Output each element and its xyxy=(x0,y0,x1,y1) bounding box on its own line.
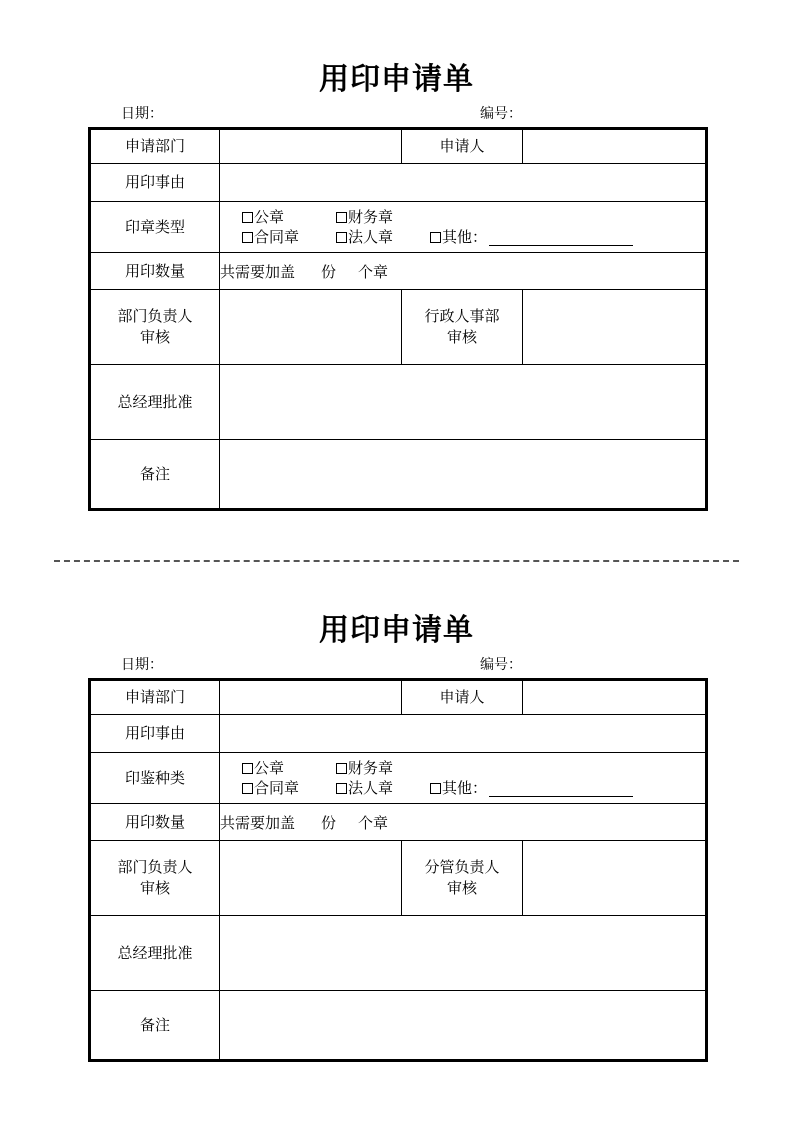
department-label: 申请部门 xyxy=(90,680,220,715)
checkbox-icon[interactable] xyxy=(336,212,347,223)
seal-option-other[interactable] xyxy=(430,778,633,798)
gm-approval-label: 总经理批准 xyxy=(90,365,220,440)
quantity-row xyxy=(90,253,707,290)
reason-label: 用印事由 xyxy=(90,164,220,202)
remarks-label: 备注 xyxy=(90,440,220,510)
application-table xyxy=(88,678,708,1062)
department-field[interactable] xyxy=(220,680,402,715)
dept-head-label-line1: 部门负责人 xyxy=(117,858,193,876)
dept-head-review-field[interactable] xyxy=(220,841,402,916)
quantity-seals-unit: 个章 xyxy=(358,262,389,281)
dept-head-review-field[interactable] xyxy=(220,290,402,365)
gm-approval-row xyxy=(90,916,707,991)
seal-option-label: 公章 xyxy=(254,208,285,226)
application-table xyxy=(88,127,708,511)
applicant-label: 申请人 xyxy=(402,129,523,164)
checkbox-icon[interactable] xyxy=(430,232,441,243)
remarks-label: 备注 xyxy=(90,991,220,1061)
other-seal-blank[interactable] xyxy=(489,230,633,246)
dept-head-label-line1: 部门负责人 xyxy=(117,307,193,325)
seal-option-public[interactable] xyxy=(242,758,284,778)
branch-head-review-label xyxy=(402,841,523,916)
second-review-label-line2: 审核 xyxy=(446,879,477,897)
second-review-label-line1: 分管负责人 xyxy=(424,858,500,876)
seal-option-finance[interactable] xyxy=(336,207,393,227)
seal-option-contract[interactable] xyxy=(242,227,299,247)
seal-option-label: 法人章 xyxy=(348,228,394,246)
quantity-prefix: 共需要加盖 xyxy=(220,262,296,281)
seal-option-label: 财务章 xyxy=(348,759,394,777)
seal-type-options xyxy=(220,753,707,804)
quantity-label: 用印数量 xyxy=(90,804,220,841)
applicant-field[interactable] xyxy=(523,680,707,715)
checkbox-icon[interactable] xyxy=(242,212,253,223)
seal-option-other[interactable] xyxy=(430,227,633,247)
seal-option-contract[interactable] xyxy=(242,778,299,798)
remarks-row xyxy=(90,991,707,1061)
gm-approval-field[interactable] xyxy=(220,365,707,440)
seal-option-public[interactable] xyxy=(242,207,284,227)
reason-field[interactable] xyxy=(220,164,707,202)
department-label: 申请部门 xyxy=(90,129,220,164)
checkbox-icon[interactable] xyxy=(336,763,347,774)
checkbox-icon[interactable] xyxy=(336,232,347,243)
checkbox-icon[interactable] xyxy=(242,783,253,794)
dept-head-label-line2: 审核 xyxy=(139,328,170,346)
checkbox-icon[interactable] xyxy=(336,783,347,794)
seal-option-label: 其他： xyxy=(442,228,488,246)
form-title: 用印申请单 xyxy=(319,62,474,97)
number-label: 编号： xyxy=(480,106,522,122)
checkbox-icon[interactable] xyxy=(242,232,253,243)
dept-head-review-label xyxy=(90,841,220,916)
dept-head-review-label xyxy=(90,290,220,365)
seal-option-label: 财务章 xyxy=(348,208,394,226)
form-title: 用印申请单 xyxy=(319,613,474,648)
gm-approval-label: 总经理批准 xyxy=(90,916,220,991)
checkbox-icon[interactable] xyxy=(242,763,253,774)
department-row xyxy=(90,129,707,164)
admin-hr-review-field[interactable] xyxy=(523,290,707,365)
seal-option-label: 公章 xyxy=(254,759,285,777)
seal-option-label: 合同章 xyxy=(254,779,300,797)
remarks-field[interactable] xyxy=(220,991,707,1061)
admin-hr-review-label xyxy=(402,290,523,365)
seal-option-label: 法人章 xyxy=(348,779,394,797)
other-seal-blank[interactable] xyxy=(489,781,633,797)
gm-approval-field[interactable] xyxy=(220,916,707,991)
quantity-field[interactable] xyxy=(220,253,707,290)
seal-type-options xyxy=(220,202,707,253)
seal-option-legal[interactable] xyxy=(336,227,393,247)
quantity-copies-unit: 份 xyxy=(321,813,337,832)
seal-application-form-top xyxy=(0,0,793,520)
quantity-field[interactable] xyxy=(220,804,707,841)
quantity-copies-unit: 份 xyxy=(321,262,337,281)
seal-option-label: 其他： xyxy=(442,779,488,797)
quantity-seals-unit: 个章 xyxy=(358,813,389,832)
dept-head-label-line2: 审核 xyxy=(139,879,170,897)
date-label: 日期： xyxy=(121,657,163,673)
gm-approval-row xyxy=(90,365,707,440)
reason-row xyxy=(90,164,707,202)
remarks-field[interactable] xyxy=(220,440,707,510)
department-field[interactable] xyxy=(220,129,402,164)
remarks-row xyxy=(90,440,707,510)
seal-type-label: 印章类型 xyxy=(90,202,220,253)
seal-option-legal[interactable] xyxy=(336,778,393,798)
applicant-label: 申请人 xyxy=(402,680,523,715)
seal-application-form-bottom xyxy=(0,551,793,1071)
second-review-label-line2: 审核 xyxy=(446,328,477,346)
applicant-field[interactable] xyxy=(523,129,707,164)
second-review-label-line1: 行政人事部 xyxy=(424,307,500,325)
date-label: 日期： xyxy=(121,106,163,122)
seal-type-row xyxy=(90,202,707,253)
seal-type-row xyxy=(90,753,707,804)
reason-field[interactable] xyxy=(220,715,707,753)
reason-label: 用印事由 xyxy=(90,715,220,753)
review-row xyxy=(90,841,707,916)
seal-option-finance[interactable] xyxy=(336,758,393,778)
seal-option-label: 合同章 xyxy=(254,228,300,246)
branch-head-review-field[interactable] xyxy=(523,841,707,916)
number-label: 编号： xyxy=(480,657,522,673)
review-row xyxy=(90,290,707,365)
quantity-prefix: 共需要加盖 xyxy=(220,813,296,832)
department-row xyxy=(90,680,707,715)
checkbox-icon[interactable] xyxy=(430,783,441,794)
quantity-label: 用印数量 xyxy=(90,253,220,290)
reason-row xyxy=(90,715,707,753)
quantity-row xyxy=(90,804,707,841)
seal-type-label: 印鉴种类 xyxy=(90,753,220,804)
